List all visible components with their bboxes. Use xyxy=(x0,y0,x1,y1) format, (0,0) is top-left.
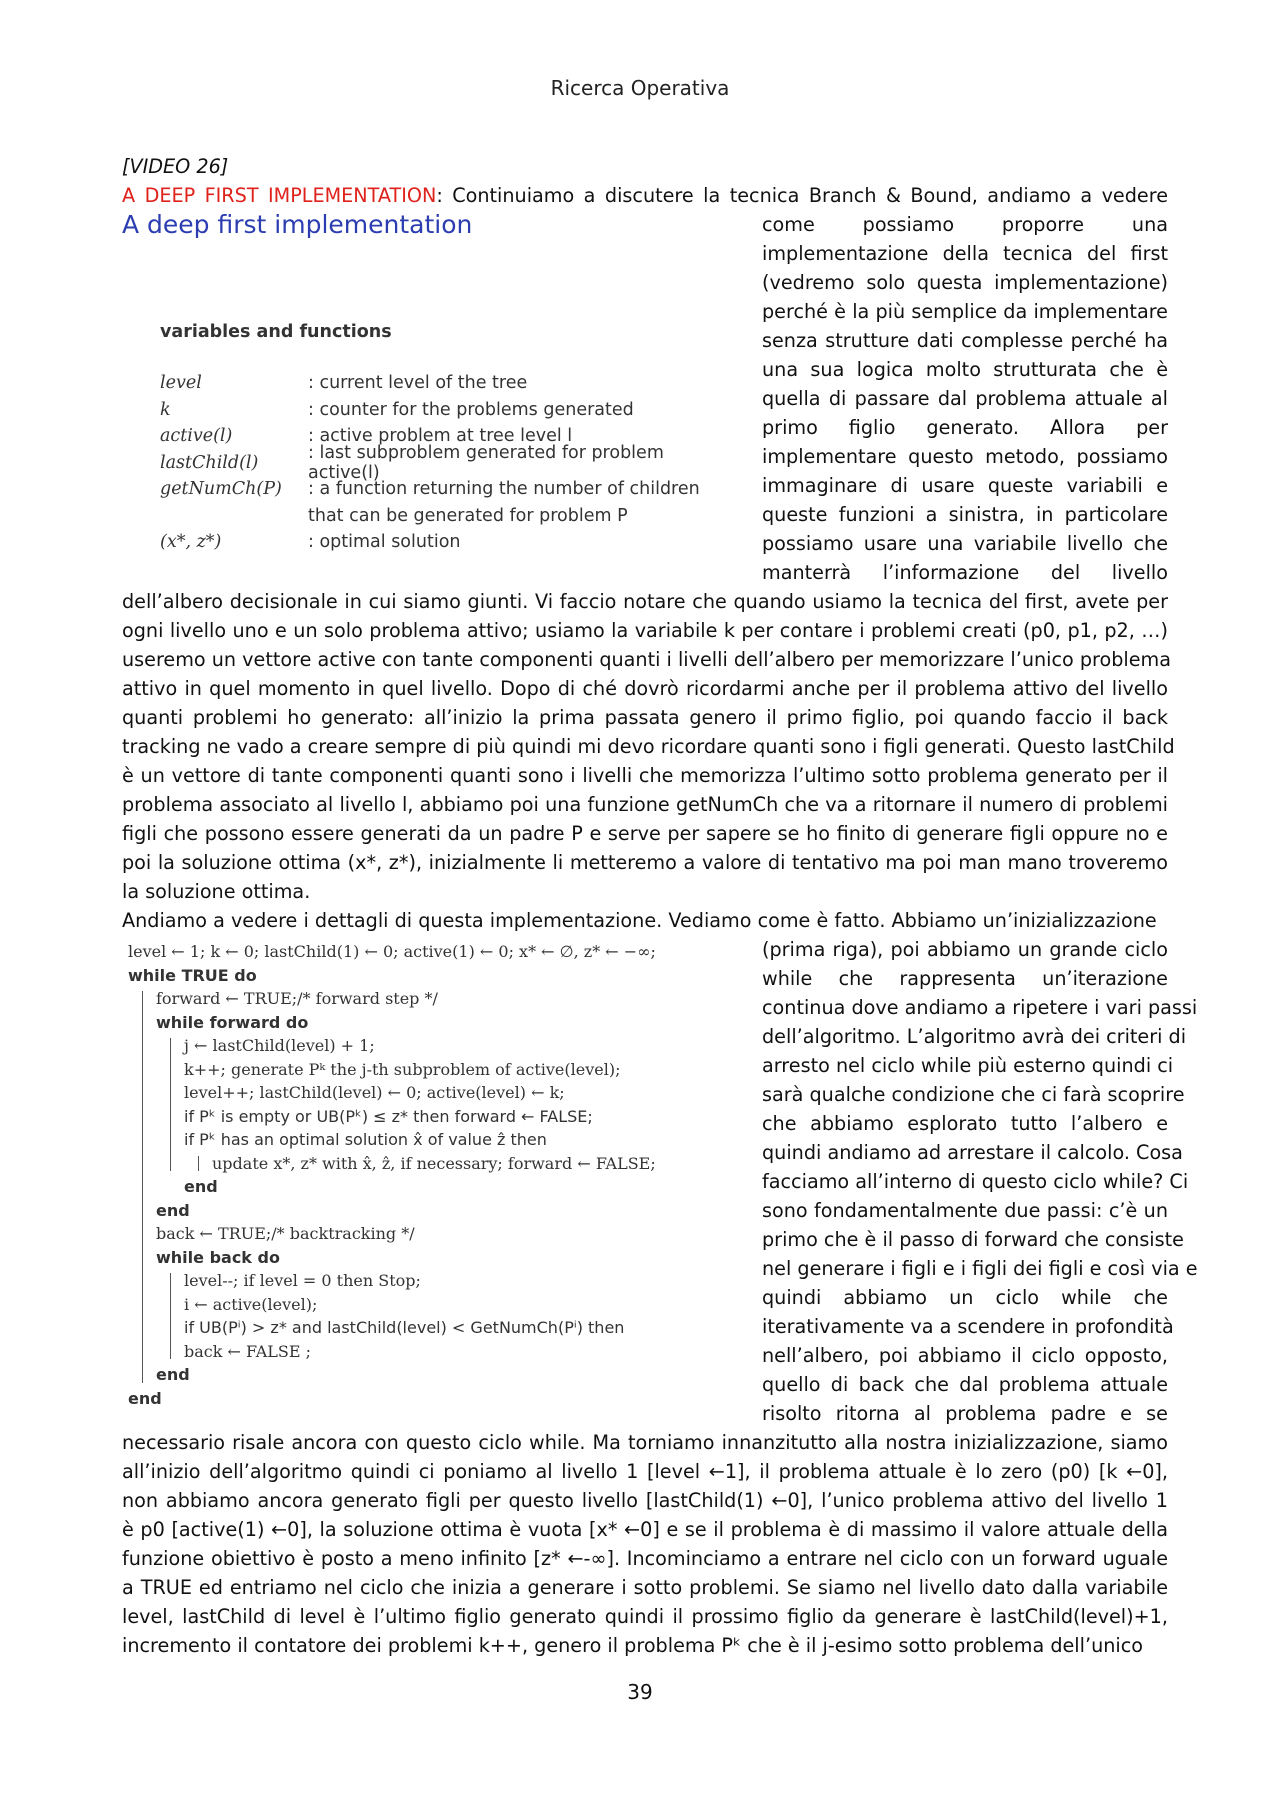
algorithm-line: end xyxy=(156,1200,190,1220)
variable-name: k xyxy=(160,399,171,420)
algorithm-line: update x*, z* with x̂, ẑ, if necessary; forward ← FALSE; xyxy=(212,1153,656,1173)
text-line: level, lastChild di level è l’ultimo figlio generato quindi il prossimo figlio da generare è lastChild(level)+1, xyxy=(122,1605,1168,1628)
variable-row xyxy=(160,476,728,503)
intro-line xyxy=(122,181,1168,210)
paragraph-2 xyxy=(122,1428,1168,1660)
text-line: non abbiamo ancora generato figli per questo livello [lastChild(1) ←0], l’unico problema attivo del livello 1 xyxy=(122,1489,1168,1512)
algorithm-line: level ← 1; k ← 0; lastChild(1) ← 0; active(1) ← 0; x* ← ∅, z* ← −∞; xyxy=(128,942,656,961)
variables-table xyxy=(160,370,728,556)
variable-description: : counter for the problems generated xyxy=(308,399,634,420)
algorithm-line: while back do xyxy=(156,1247,280,1267)
algorithm-listing xyxy=(128,940,728,1410)
text-line: manterrà l’informazione del livello xyxy=(762,561,1168,584)
variable-row xyxy=(160,442,728,483)
text-line: la soluzione ottima. xyxy=(122,880,311,903)
text-line: quella di passare dal problema attuale al xyxy=(762,387,1168,410)
variable-name: level xyxy=(160,373,202,394)
page-number: 39 xyxy=(627,1680,653,1704)
text-line: Andiamo a vedere i dettagli di questa implementazione. Vediamo come è fatto. Abbiamo un’inizializzazione xyxy=(122,909,1157,932)
section-label: A DEEP FIRST IMPLEMENTATION xyxy=(122,184,437,207)
text-line: sarà qualche condizione che ci farà scoprire xyxy=(762,1083,1185,1106)
text-line: arresto nel ciclo while più esterno quindi ci xyxy=(762,1054,1174,1077)
algorithm-line: while TRUE do xyxy=(128,965,257,985)
variable-description: that can be generated for problem P xyxy=(308,505,628,526)
variable-name: (x*, z*) xyxy=(160,532,222,553)
algorithm-line: k++; generate Pᵏ the j-th subproblem of active(level); xyxy=(184,1059,621,1079)
variable-row xyxy=(160,503,728,530)
text-line: sono fondamentalmente due passi: c’è un xyxy=(762,1199,1168,1222)
text-line: primo che è il passo di forward che consiste xyxy=(762,1228,1184,1251)
text-line: possiamo usare una variabile livello che xyxy=(762,532,1168,555)
text-line: iterativamente va a scendere in profondità xyxy=(762,1315,1174,1338)
text-line: una sua logica molto strutturata che è xyxy=(762,358,1168,381)
text-line: figli che possono essere generati da un padre P e serve per sapere se ho finito di generare figli oppure no e xyxy=(122,822,1168,845)
text-line: necessario risale ancora con questo ciclo while. Ma torniamo innanzitutto alla nostra inizializzazione, siamo xyxy=(122,1431,1168,1454)
variable-name: active(l) xyxy=(160,426,233,447)
algorithm-line: i ← active(level); xyxy=(184,1294,318,1314)
text-line: useremo un vettore active con tante componenti quanti i livelli dell’albero per memorizzare l’unico problema xyxy=(122,648,1172,671)
algorithm-line: end xyxy=(128,1388,162,1408)
text-line: risolto ritorna al problema padre e se xyxy=(762,1402,1168,1425)
text-line: implementare questo metodo, possiamo xyxy=(762,445,1168,468)
text-line: quello di back che dal problema attuale xyxy=(762,1373,1168,1396)
algorithm-line: forward ← TRUE;/* forward step */ xyxy=(156,989,438,1008)
text-line: immaginare di usare queste variabili e xyxy=(762,474,1168,497)
text-line: while che rappresenta un’iterazione xyxy=(762,967,1168,990)
text-line: funzione obiettivo è posto a meno infinito [z* ←-∞]. Incominciamo a entrare nel ciclo con un forward uguale xyxy=(122,1547,1168,1570)
slide-title: A deep first implementation xyxy=(122,210,473,239)
video-tag: [VIDEO 26] xyxy=(122,155,229,178)
text-line: (vedremo solo questa implementazione) xyxy=(762,271,1168,294)
variable-description: : optimal solution xyxy=(308,532,461,553)
variable-name: getNumCh(P) xyxy=(160,479,282,500)
text-line: perché è la più semplice da implementare xyxy=(762,300,1168,323)
algorithm-line: back ← FALSE ; xyxy=(184,1341,312,1361)
block-bar xyxy=(170,1273,171,1359)
text-line: nell’albero, poi abbiamo il ciclo opposto, xyxy=(762,1344,1168,1367)
text-line: (prima riga), poi abbiamo un grande ciclo xyxy=(762,938,1168,961)
text-line: nel generare i figli e i figli dei figli e così via e xyxy=(762,1257,1198,1280)
text-line: attivo in quel momento in quel livello. Dopo di ché dovrò ricordarmi anche per il problema attivo del livello xyxy=(122,677,1168,700)
algorithm-line: end xyxy=(184,1177,218,1196)
text-line: dell’albero decisionale in cui siamo giunti. Vi faccio notare che quando usiamo la tecnica del first, avete per xyxy=(122,590,1168,613)
algorithm-line: level++; lastChild(level) ← 0; active(level) ← k; xyxy=(184,1083,565,1102)
running-header: Ricerca Operativa xyxy=(550,76,730,100)
variable-description: : active problem at tree level l xyxy=(308,426,573,447)
algorithm-line: while forward do xyxy=(156,1012,309,1032)
text-line: problema associato al livello l, abbiamo poi una funzione getNumCh che va a ritornare il numero di problemi xyxy=(122,793,1168,816)
algorithm-line: j ← lastChild(level) + 1; xyxy=(184,1036,375,1055)
algorithm-line: if Pᵏ has an optimal solution x̂ of value ẑ then xyxy=(184,1130,547,1149)
algorithm-line: end xyxy=(156,1365,190,1384)
algorithm-line: level--; if level = 0 then Stop; xyxy=(184,1271,421,1290)
text-line: che abbiamo esplorato tutto l’albero e xyxy=(762,1112,1168,1135)
variable-description: : a function returning the number of children xyxy=(308,479,700,500)
text-line: quindi andiamo ad arrestare il calcolo. Cosa xyxy=(762,1141,1183,1164)
side-paragraph-1 xyxy=(762,210,1168,587)
variables-heading: variables and functions xyxy=(160,322,392,342)
text-line: è p0 [active(1) ←0], la soluzione ottima è vuota [x* ←0] e se il problema è di massimo il valore attuale della xyxy=(122,1518,1168,1541)
block-bar xyxy=(198,1156,199,1172)
variable-row xyxy=(160,397,728,424)
text-line: a TRUE ed entriamo nel ciclo che inizia a generare i sotto problemi. Se siamo nel livello dato dalla variabile xyxy=(122,1576,1168,1599)
variable-row xyxy=(160,370,728,397)
intro-text: : Continuiamo a discutere la tecnica Branch & Bound, andiamo a vedere xyxy=(436,184,1168,207)
variable-description: : last subproblem generated for problem active(l) xyxy=(308,442,664,483)
text-line: quanti problemi ho generato: all’inizio la prima passata genero il primo figlio, poi quando faccio il back xyxy=(122,706,1168,729)
text-line: senza strutture dati complesse perché ha xyxy=(762,329,1168,352)
text-line: dell’algoritmo. L’algoritmo avrà dei criteri di xyxy=(762,1025,1187,1048)
paragraph-1 xyxy=(122,587,1175,935)
variable-description: : current level of the tree xyxy=(308,373,528,394)
block-bar xyxy=(170,1038,171,1171)
text-line: ogni livello uno e un solo problema attivo; usiamo la variabile k per contare i problemi creati (p0, p1, p2, …) xyxy=(122,619,1168,642)
text-line: incremento il contatore dei problemi k++, genero il problema Pᵏ che è il j-esimo sotto problema dell’unico xyxy=(122,1634,1144,1657)
text-line: implementazione della tecnica del first xyxy=(762,242,1168,265)
text-line: come possiamo proporre una xyxy=(762,213,1168,236)
block-bar xyxy=(142,991,143,1383)
text-line: facciamo all’interno di questo ciclo while? Ci xyxy=(762,1170,1189,1193)
text-line: all’inizio dell’algoritmo quindi ci poniamo al livello 1 [level ←1], il problema attuale è lo zero (p0) [k ←0], xyxy=(122,1460,1168,1483)
variable-name: lastChild(l) xyxy=(160,452,259,473)
text-line: continua dove andiamo a ripetere i vari passi xyxy=(762,996,1198,1019)
algorithm-line: if UB(Pⁱ) > z* and lastChild(level) < GetNumCh(Pⁱ) then xyxy=(184,1318,625,1337)
side-paragraph-2 xyxy=(762,935,1198,1428)
text-line: tracking ne vado a creare sempre di più quindi mi devo ricordare quanti sono i figli generati. Questo lastChild xyxy=(122,735,1175,758)
text-line: queste funzioni a sinistra, in particolare xyxy=(762,503,1168,526)
text-line: quindi abbiamo un ciclo while che xyxy=(762,1286,1168,1309)
algorithm-line: back ← TRUE;/* backtracking */ xyxy=(156,1224,415,1243)
text-line: primo figlio generato. Allora per xyxy=(762,416,1168,439)
variable-row xyxy=(160,529,728,556)
algorithm-line: if Pᵏ is empty or UB(Pᵏ) ≤ z* then forward ← FALSE; xyxy=(184,1106,593,1126)
text-line: poi la soluzione ottima (x*, z*), inizialmente li metteremo a valore di tentativo ma poi man mano troveremo xyxy=(122,851,1168,874)
text-line: è un vettore di tante componenti quanti sono i livelli che memorizza l’ultimo sotto problema generato per il xyxy=(122,764,1168,787)
